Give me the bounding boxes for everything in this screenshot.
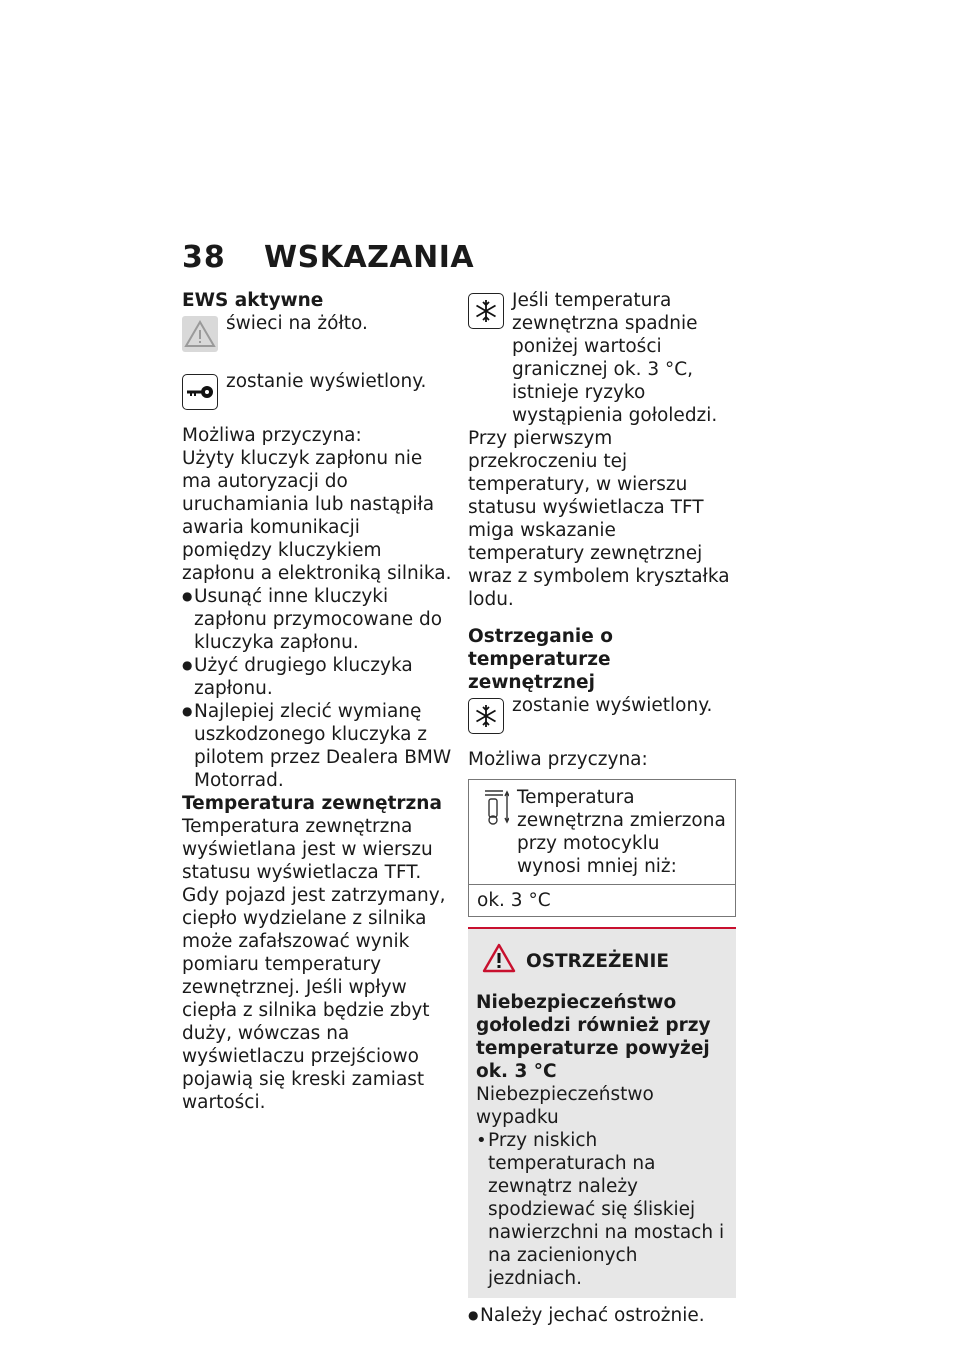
- table-row: ok. 3 °C: [469, 884, 735, 916]
- list-item: • Przy niskich temperaturach na zewnątrz należy spodziewać się śliskiej nawierzchni na mostach i na zacienionych jezdniach.: [476, 1129, 728, 1290]
- temp-text: Temperatura zewnętrzna wyświetlana jest w wierszu statusu wyświetlacza TFT. Gdy pojazd jest zatrzymany, ciepło wydzielane z silnika może zafałszować wynik pomiaru temperatury zewnętrznej. Jeśli wpływ ciepła z silnika będzie zbyt duży, wówczas na wyświetlaczu przejściowo pojawią się kreski zamiast wartości.: [182, 816, 446, 1113]
- ews-line-2: zostanie wyświetlony.: [226, 371, 427, 392]
- warning-bold-text: Niebezpieczeństwo gołoledzi również przy temperaturze powyżej ok. 3 °C: [476, 992, 711, 1082]
- frost-text-2: Przy pierwszym przekroczeniu tej temperatury, w wierszu statusu wyświetlacza TFT miga wskazanie temperatury zewnętrznej wraz z symbolem kryształka lodu.: [468, 428, 730, 610]
- ews-key-line: [182, 370, 454, 410]
- list-item: ● Użyć drugiego kluczyka zapłonu.: [182, 654, 454, 700]
- temperature-table: [468, 779, 736, 917]
- warning-header: [476, 943, 728, 979]
- list-item: ● Należy jechać ostrożnie.: [468, 1304, 736, 1327]
- ews-heading: EWS aktywne: [182, 290, 324, 311]
- final-list: [468, 1304, 736, 1327]
- section-title: WSKAZANIA: [264, 240, 475, 275]
- snowflake-icon: [468, 698, 504, 734]
- snowflake-icon: [468, 293, 504, 329]
- thermometer-icon: [483, 788, 509, 832]
- cause-label: Możliwa przyczyna:: [182, 425, 362, 446]
- warning-title: OSTRZEŻENIE: [526, 950, 670, 972]
- left-column: [182, 289, 454, 1114]
- list-item: ● Usunąć inne kluczyki zapłonu przymocowane do kluczyka zapłonu.: [182, 585, 454, 654]
- right-column: [468, 289, 736, 1327]
- frost-line: [468, 289, 736, 427]
- warn-heading: Ostrzeganie o temperaturze zewnętrznej: [468, 626, 613, 693]
- list-item: ● Najlepiej zlecić wymianę uszkodzonego kluczyka z pilotem przez Dealera BMW Motorrad.: [182, 700, 454, 792]
- page-header: [182, 240, 474, 275]
- warn-line: [468, 694, 736, 734]
- key-icon: [182, 374, 218, 410]
- warning-triangle-icon: [182, 316, 218, 352]
- action-list: [182, 585, 454, 792]
- warning-box: [468, 927, 736, 1298]
- table-row-1-text: Temperatura zewnętrzna zmierzona przy motocyklu wynosi mniej niż:: [517, 787, 726, 877]
- ews-line-1: świeci na żółto.: [226, 313, 368, 334]
- frost-text-1: Jeśli temperatura zewnętrzna spadnie poniżej wartości granicznej ok. 3 °C, istnieje ryzyko wystąpienia gołoledzi.: [512, 290, 718, 426]
- temp-heading: Temperatura zewnętrzna: [182, 793, 442, 814]
- page-number: 38: [182, 240, 226, 275]
- alert-triangle-icon: [482, 943, 516, 979]
- ews-indicator-line: [182, 312, 454, 352]
- table-row: [469, 780, 735, 884]
- warning-list: [476, 1129, 728, 1290]
- cause-text: Użyty kluczyk zapłonu nie ma autoryzacji do uruchamiania lub nastąpiła awaria komunikacji pomiędzy kluczykiem zapłonu a elektroniką silnika.: [182, 448, 452, 584]
- warn-line-text: zostanie wyświetlony.: [512, 695, 713, 716]
- warning-text: Niebezpieczeństwo wypadku: [476, 1084, 654, 1128]
- cause-label-right: Możliwa przyczyna:: [468, 749, 648, 770]
